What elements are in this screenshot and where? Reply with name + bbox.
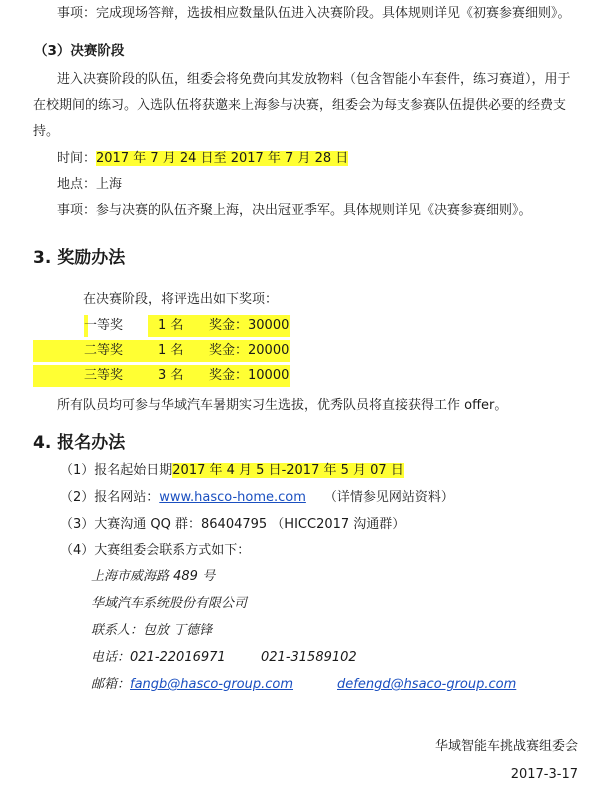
prize-count: 1 名 bbox=[158, 343, 184, 358]
prize-money: 奖金：10000 bbox=[209, 368, 290, 383]
registration-contact-label: （4）大赛组委会联系方式如下： bbox=[60, 543, 251, 558]
registration-site bbox=[60, 488, 454, 508]
contact-email bbox=[91, 675, 517, 695]
registration-site-link[interactable]: www.hasco-home.com bbox=[159, 490, 306, 505]
contact-phone-1: 电话：021-22016971 bbox=[91, 650, 226, 665]
final-note: 事项：参与决赛的队伍齐聚上海，决出冠亚季军。具体规则详见《决赛参赛细则》。 bbox=[57, 203, 532, 218]
prize-count: 1 名 bbox=[158, 318, 184, 333]
prize-row-3 bbox=[33, 365, 290, 387]
prelim-note: 事项：完成现场答辩，选拔相应数量队伍进入决赛阶段。具体规则详见《初赛参赛细则》。 bbox=[57, 6, 571, 21]
contact-phone-2: 021-31589102 bbox=[261, 650, 357, 665]
final-time-label: 时间： bbox=[57, 151, 97, 166]
contact-address: 上海市威海路 489 号 bbox=[91, 569, 216, 584]
registration-site-note: （详情参见网站资料） bbox=[323, 490, 454, 505]
rewards-intro: 在决赛阶段，将评选出如下奖项： bbox=[83, 292, 279, 307]
rewards-heading: 3. 奖励办法 bbox=[33, 248, 126, 268]
contact-email-1[interactable]: fangb@hasco-group.com bbox=[130, 677, 294, 692]
contact-email-2[interactable]: defengd@hsaco-group.com bbox=[337, 677, 517, 692]
registration-site-label: （2）报名网站： bbox=[60, 490, 160, 505]
final-time bbox=[57, 149, 348, 169]
prize-money: 奖金：30000 bbox=[209, 318, 290, 333]
prize-count: 3 名 bbox=[158, 368, 184, 383]
registration-qq: （3）大赛沟通 QQ 群：86404795 （HICC2017 沟通群） bbox=[60, 517, 406, 532]
footer-org: 华域智能车挑战赛组委会 bbox=[434, 739, 578, 754]
final-stage-para-line2: 在校期间的练习。入选队伍将获邀来上海参与决赛，组委会为每支参赛队伍提供必要的经费支 bbox=[33, 98, 567, 113]
contact-persons: 联系人：包放 丁德锋 bbox=[91, 623, 213, 638]
prize-name: 二等奖 bbox=[84, 343, 124, 358]
prize-money: 奖金：20000 bbox=[209, 343, 290, 358]
final-time-value: 2017 年 7 月 24 日至 2017 年 7 月 28 日 bbox=[96, 151, 349, 166]
footer-date: 2017-3-17 bbox=[510, 767, 578, 782]
final-stage-heading: （3）决赛阶段 bbox=[34, 43, 125, 59]
registration-date-value: 2017 年 4 月 5 日-2017 年 5 月 07 日 bbox=[172, 463, 404, 478]
prize-row-1 bbox=[33, 315, 290, 337]
final-stage-para-line3: 持。 bbox=[33, 124, 60, 139]
registration-date bbox=[60, 461, 404, 481]
contact-phone bbox=[91, 648, 357, 668]
contact-company: 华域汽车系统股份有限公司 bbox=[91, 596, 248, 611]
final-stage-para-line1: 进入决赛阶段的队伍，组委会将免费向其发放物料（包含智能小车套件，练习赛道），用于 bbox=[57, 72, 571, 87]
registration-date-label: （1）报名起始日期 bbox=[60, 463, 173, 478]
prize-row-2 bbox=[33, 340, 290, 362]
prize-name: 三等奖 bbox=[84, 368, 124, 383]
contact-email-label: 邮箱： bbox=[91, 677, 131, 692]
final-place: 地点：上海 bbox=[57, 177, 123, 192]
registration-heading: 4. 报名办法 bbox=[33, 433, 126, 453]
prize-name: 一等奖 bbox=[84, 318, 124, 333]
rewards-note: 所有队员均可参与华域汽车暑期实习生选拔，优秀队员将直接获得工作 offer。 bbox=[57, 398, 508, 413]
